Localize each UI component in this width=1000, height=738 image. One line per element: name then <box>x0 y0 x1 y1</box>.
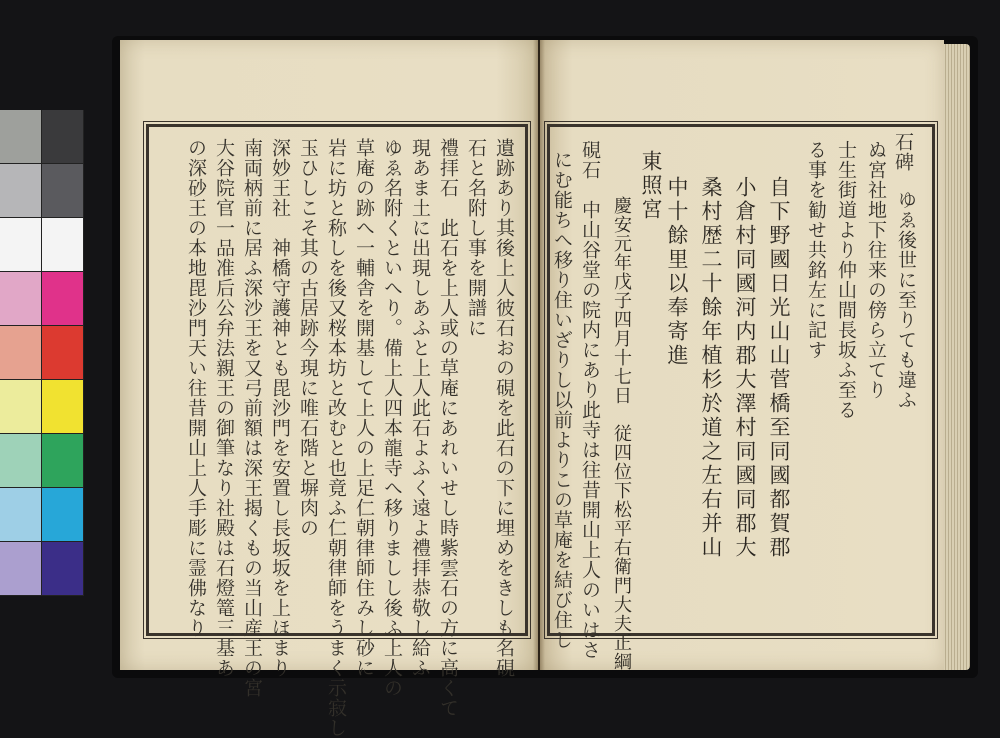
calibration-patch <box>0 542 41 595</box>
calibration-patch <box>42 380 83 433</box>
calibration-patch <box>0 326 41 379</box>
calibration-patch <box>42 272 83 325</box>
calibration-patch <box>42 542 83 595</box>
calibration-patch <box>0 488 41 541</box>
right-column: 中十餘里以奉寄進 <box>665 176 689 368</box>
calibration-patch <box>42 326 83 379</box>
right-column-date: 慶安元年戊子四月十七日 従四位下松平右衛門大夫正綱 <box>611 196 632 671</box>
left-column: の深砂王の本地毘沙門天い往昔開山上人手彫に霊佛なり <box>185 138 207 638</box>
left-column: 深妙王社 神橋守護神とも毘沙門を安置し長坂坂を上ほまり <box>269 138 291 678</box>
left-column: 玉ひしこそ其の古居跡今現に唯石階と塀肉の <box>297 138 319 538</box>
book-gutter <box>533 40 545 670</box>
calibration-patch <box>42 164 83 217</box>
calibration-patch <box>42 488 83 541</box>
left-column: 岩に坊と称しを後又桜本坊と改むと也竟ふ仁朝律師をうまく示寂し <box>325 138 347 738</box>
right-column: 桑村歴二十餘年植杉於道之左右并山 <box>699 176 723 560</box>
calibration-patch <box>42 218 83 271</box>
right-column: 硯石 中山谷堂の院内にあり此寺は往昔開山上人のいはさ <box>579 140 601 660</box>
calibration-patch <box>0 110 41 163</box>
right-column: 自下野國日光山山菅橋至同國都賀郡 <box>767 176 791 560</box>
right-column: ぬ宮社地下往来の傍ら立てり <box>865 140 887 400</box>
calibration-patch <box>0 272 41 325</box>
calibration-patch <box>42 110 83 163</box>
calibration-patch <box>0 164 41 217</box>
calibration-patch <box>0 434 41 487</box>
right-column-heading: 石碑 <box>892 132 914 172</box>
calibration-patch <box>0 218 41 271</box>
right-column: ゆゑ後世に至りても違ふ <box>895 190 917 410</box>
color-calibration-target <box>0 110 84 596</box>
left-column: 遺跡あり其後上人彼石おの硯を此石の下に埋めをきしも名硯 <box>493 138 515 678</box>
calibration-patch <box>42 434 83 487</box>
left-column: 石と名附し事を開譜に <box>465 138 487 338</box>
left-column: 禮拝石 此石を上人或の草庵にあれいせし時紫雲石の方に高くて <box>437 138 459 718</box>
left-column: 大谷院官一品准后公弁法親王の御筆なり社殿は石燈篭三基あ <box>213 138 235 678</box>
left-column: 南両柄前に居ふ深沙王を又弓前額は深王揭くもの当山産王の宮 <box>241 138 263 698</box>
left-column: 現あま土に出現しあふと上人此石よふく遠よ禮拝恭敬し給ふ <box>409 138 431 678</box>
left-column: 草庵の跡へ一輔舎を開基して上人の上足仁朝律師住みし砂に <box>353 138 375 678</box>
left-column: ゆゑ名附くといへり。備上人四本龍寺へ移りましし後ふ上人の <box>381 138 403 698</box>
right-column: 士生街道より仲山間長坂ふ至る <box>835 140 857 420</box>
page-edges <box>940 44 970 670</box>
right-column: る事を勧せ共銘左に記す <box>805 140 827 360</box>
calibration-patch <box>0 380 41 433</box>
right-column: にむ能ちへ移り住いざりし以前よりこの草庵を結び住し <box>551 150 573 650</box>
right-column-shrine: 東照宮 <box>639 150 663 222</box>
right-column: 小倉村同國河内郡大澤村同國同郡大 <box>733 176 757 560</box>
